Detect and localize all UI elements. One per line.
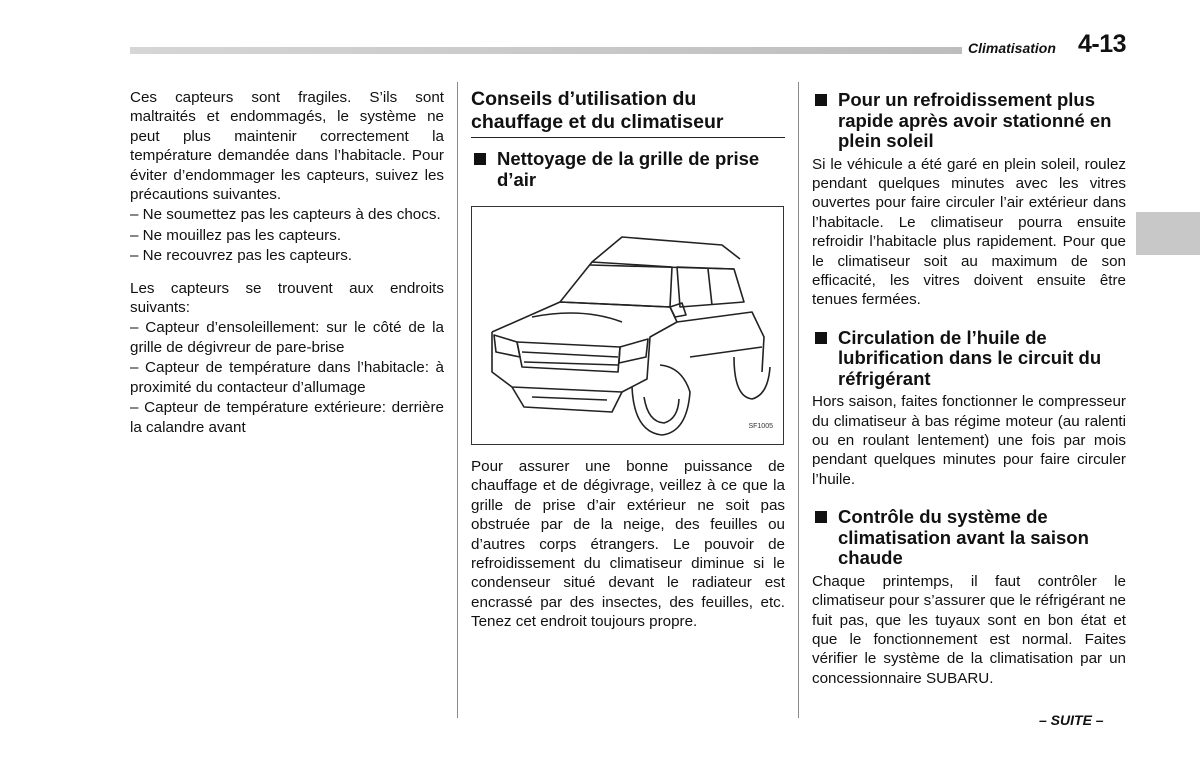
list-item: – Ne soumettez pas les capteurs à des chocs. xyxy=(130,206,441,224)
list-item: – Capteur de température dans l’habitacle: à proximité du contacteur d’allumage xyxy=(130,359,444,396)
list-item: – Capteur d’ensoleillement: sur le côté de la grille de dégivreur de pare-brise xyxy=(130,319,444,356)
section-title: Conseils d’utilisation du chauffage et du climatiseur xyxy=(471,88,785,138)
column-right xyxy=(812,90,1126,688)
column-divider xyxy=(457,82,458,718)
header-section-title: Climatisation xyxy=(968,40,1056,56)
subsection-heading xyxy=(812,90,1126,152)
subsection-title: Pour un refroidissement plus rapide après avoir stationné en plein soleil xyxy=(838,89,1112,151)
header-rule xyxy=(130,47,962,54)
paragraph: Si le véhicule a été garé en plein soleil, roulez pendant quelques minutes avec les vitres ouvertes pour faire circuler l’air extérieur dans l’habitacle. Le climatiseur pourra ensuite refroidir l’habitacle plus rapidement. Pour que le climatiseur soit au maximum de son efficacité, les vitres doivent ensuite être tenues fermées. xyxy=(812,155,1126,309)
list-item: – Capteur de température extérieure: derrière la calandre avant xyxy=(130,399,444,436)
paragraph: Les capteurs se trouvent aux endroits suivants: xyxy=(130,279,444,317)
list-item: – Ne recouvrez pas les capteurs. xyxy=(130,247,353,265)
paragraph: Ces capteurs sont fragiles. S’ils sont maltraités et endommagés, le système ne peut plus maintenir correctement la température demandée dans l’habitacle. Pour éviter d’endommager les capteurs, suivez les précautions suivantes. xyxy=(130,89,444,204)
square-bullet-icon xyxy=(474,153,486,165)
subsection-title: Circulation de l’huile de lubrification dans le circuit du réfrigérant xyxy=(838,326,1102,389)
subsection-title: Contrôle du système de climatisation avant la saison chaude xyxy=(838,506,1089,569)
square-bullet-icon xyxy=(815,332,827,344)
subsection-heading xyxy=(471,149,785,190)
column-divider xyxy=(798,82,799,718)
list-item: – Ne mouillez pas les capteurs. xyxy=(130,226,342,244)
square-bullet-icon xyxy=(815,511,827,523)
car-front-view-icon xyxy=(472,207,783,444)
subsection-heading xyxy=(812,507,1126,569)
chapter-tab xyxy=(1136,212,1200,255)
paragraph: Chaque printemps, il faut contrôler le climatiseur pour s’assurer que le réfrigérant ne fuit pas, que les tuyaux sont en bon état et que le fonctionnement est normal. Faites vérifier le système de la climatisation par un concessionnaire SUBARU. xyxy=(812,572,1126,687)
paragraph: Hors saison, faites fonctionner le compresseur du climatiseur à bas régime moteur (au ralenti ou en roulant lentement) une fois par mois pendant quelques minutes pour faire circuler l’huile. xyxy=(812,393,1126,488)
subsection-title: Nettoyage de la grille de prise d’air xyxy=(497,148,760,190)
figure-code: SF1005 xyxy=(748,422,773,430)
car-illustration xyxy=(471,206,784,445)
paragraph: Pour assurer une bonne puissance de chauffage et de dégivrage, veillez à ce que la grille de prise d’air extérieur ne soit pas obstruée par de la neige, des feuilles ou d’autres corps étrangers. Le pouvoir de refroidissement du climatiseur diminue si le condenseur situé devant le radiateur est encrassé par des insectes, des feuilles, etc. Tenez cet endroit toujours propre. xyxy=(471,458,785,631)
page-number: 4-13 xyxy=(1078,30,1127,58)
subsection-heading xyxy=(812,328,1126,390)
square-bullet-icon xyxy=(815,94,827,106)
continue-marker: – SUITE – xyxy=(1039,712,1104,728)
column-middle xyxy=(471,88,785,632)
column-left xyxy=(130,88,444,437)
